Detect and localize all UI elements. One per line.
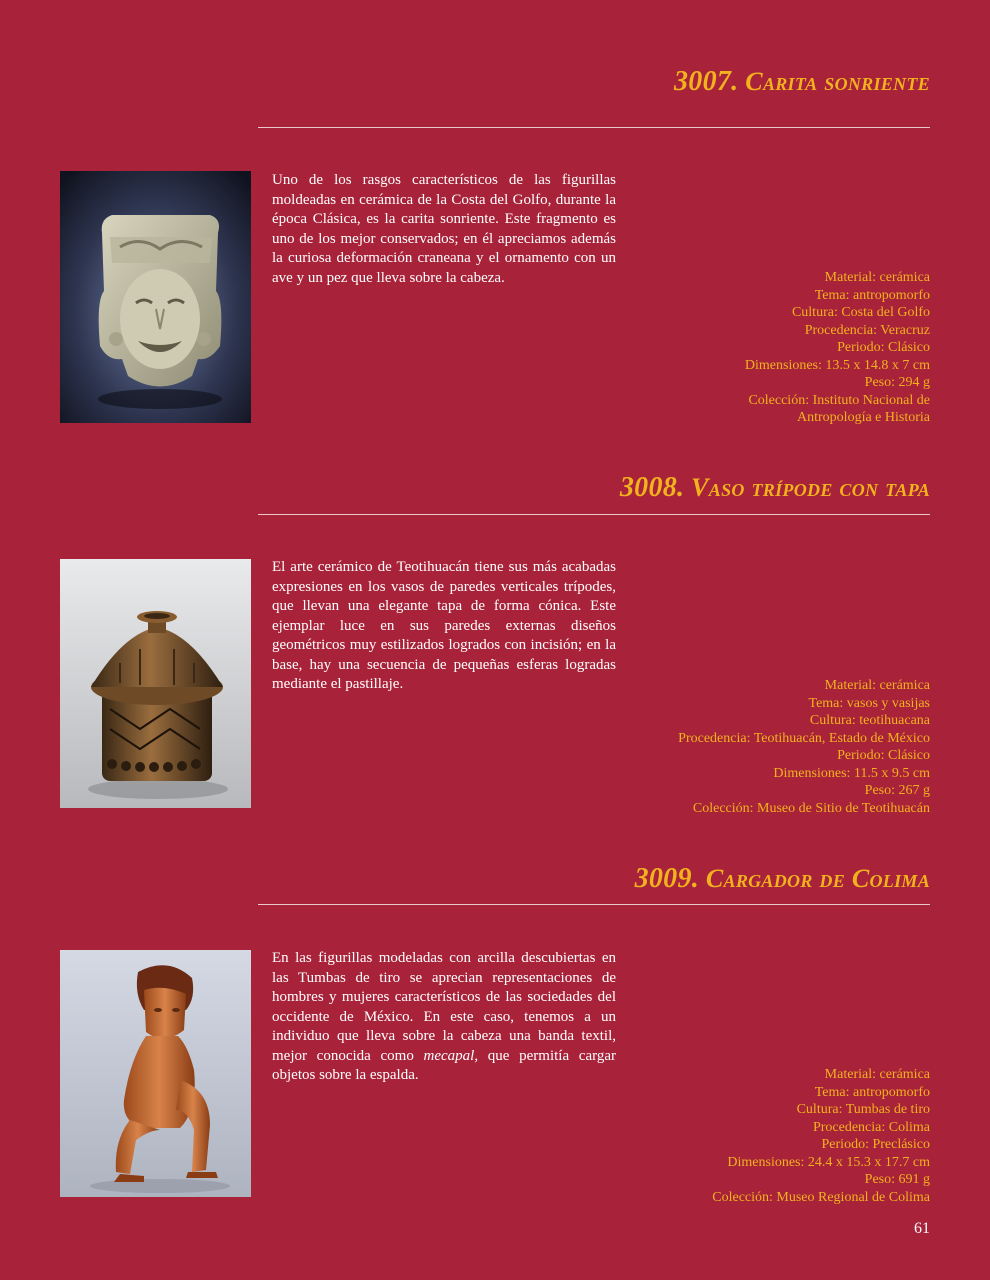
- entry-number: 3009.: [634, 863, 700, 894]
- artifact-photo-smiling-face: [60, 171, 251, 423]
- description-term-mecapal: mecapal: [423, 1047, 475, 1064]
- spec-list: [610, 269, 930, 427]
- spec-coleccion: Colección: Museo de Sitio de Teotihuacán: [692, 800, 930, 816]
- spec-periodo: Periodo: Clásico: [837, 340, 930, 355]
- spec-tema: Tema: vasos y vasijas: [808, 695, 930, 711]
- artifact-photo-tripod-vessel: [60, 559, 251, 808]
- spec-dimensiones: Dimensiones: 13.5 x 14.8 x 7 cm: [744, 357, 930, 373]
- spec-coleccion-cont: Antropología e Historia: [797, 410, 930, 425]
- spec-procedencia: Procedencia: Colima: [812, 1119, 930, 1135]
- entry-name: Cargador de Colima: [705, 864, 930, 893]
- spec-list: [610, 677, 930, 817]
- spec-peso: Peso: 691 g: [864, 1172, 930, 1187]
- page-number: 61: [914, 1220, 930, 1237]
- spec-peso: Peso: 294 g: [864, 375, 930, 390]
- description-text: En las figurillas modeladas con arcilla descubiertas en las Tumbas de tiro se aprecian representaciones de hombres y mujeres característicos de las sociedades del occidente de México. En este caso, tenemos a un individuo que lleva sobre la cabeza una banda textil, mejor conocida como: [272, 950, 616, 1064]
- spec-coleccion: Colección: Instituto Nacional de: [748, 392, 930, 408]
- title-divider: [258, 514, 930, 515]
- entry-title: [620, 472, 930, 504]
- spec-dimensiones: Dimensiones: 11.5 x 9.5 cm: [773, 765, 930, 781]
- entry-description: El arte cerámico de Teotihuacán tiene sus más acabadas expresiones en los vasos de paredes verticales trípodes, que llevan una elegante tapa de forma cónica. Este ejemplar luce en sus paredes externas diseños geométricos muy estilizados logrados con incisión; en la base, hay una secuencia de pequeñas esferas logradas mediante el pastillaje.: [272, 559, 616, 692]
- spec-list: [610, 1066, 930, 1206]
- spec-procedencia: Procedencia: Veracruz: [804, 322, 930, 338]
- spec-cultura: Cultura: Tumbas de tiro: [796, 1102, 930, 1117]
- artifact-photo-colima-carrier: [60, 950, 251, 1197]
- entry-name: Vaso trípode con tapa: [691, 473, 930, 502]
- spec-periodo: Periodo: Preclásico: [821, 1137, 930, 1152]
- spec-cultura: Cultura: teotihuacana: [809, 713, 930, 728]
- entry-number: 3007.: [673, 66, 739, 97]
- spec-material: Material: cerámica: [824, 678, 930, 693]
- entry-number: 3008.: [619, 472, 685, 503]
- spec-periodo: Periodo: Clásico: [837, 748, 930, 763]
- entry-title: [674, 66, 930, 98]
- spec-dimensiones: Dimensiones: 24.4 x 15.3 x 17.7 cm: [727, 1154, 930, 1170]
- title-divider: [258, 904, 930, 905]
- entry-title: [635, 863, 930, 895]
- spec-procedencia: Procedencia: Teotihuacán, Estado de México: [678, 730, 930, 746]
- title-divider: [258, 127, 930, 128]
- entry-name: Carita sonriente: [745, 67, 930, 96]
- spec-tema: Tema: antropomorfo: [814, 1084, 930, 1100]
- entry-description: [272, 949, 616, 1086]
- spec-coleccion: Colección: Museo Regional de Colima: [712, 1189, 930, 1205]
- spec-cultura: Cultura: Costa del Golfo: [791, 305, 930, 320]
- spec-material: Material: cerámica: [824, 270, 930, 285]
- description-text-end: , que permitía cargar objetos sobre la espalda.: [272, 1047, 616, 1083]
- spec-peso: Peso: 267 g: [864, 783, 930, 798]
- entry-description: Uno de los rasgos característicos de las figurillas moldeadas en cerámica de la Costa del Golfo, durante la época Clásica, es la carita sonriente. Este fragmento es uno de los mejor conservados; en él apreciamos además la curiosa deformación craneana y el ornamento con un ave y un pez que lleva sobre la cabeza.: [272, 172, 616, 286]
- spec-tema: Tema: antropomorfo: [814, 287, 930, 303]
- spec-material: Material: cerámica: [824, 1067, 930, 1082]
